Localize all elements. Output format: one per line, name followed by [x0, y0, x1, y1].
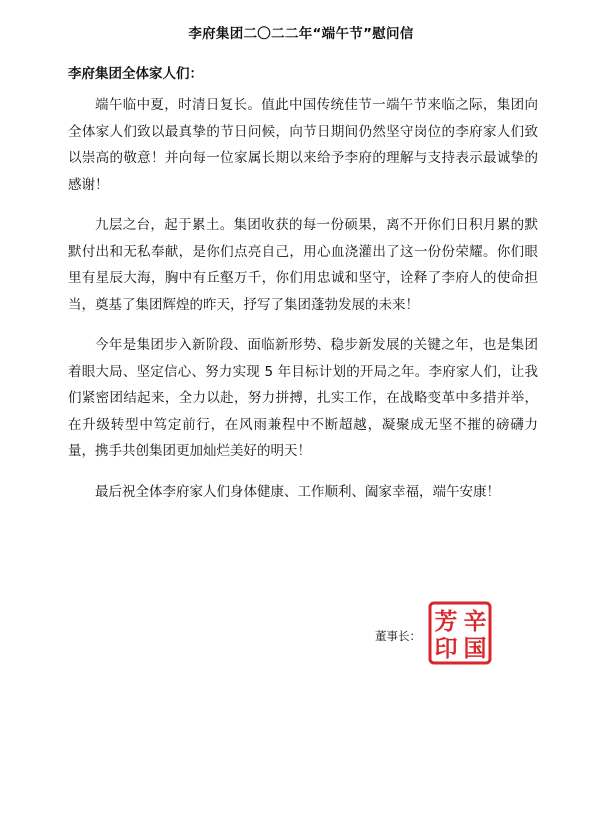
letter-paragraph: 九层之台，起于累土。集团收获的每一份硕果，离不开你们日积月累的默默付出和无私奉献，是你们点亮自己，用心血浇灌出了这一份份荣耀。你们眼里有星辰大海，胸中有丘壑万千，你们用忠诚和坚守，诠释了李府人的使命担当，奠基了集团辉煌的昨天，抒写了集团蓬勃发展的未来！	[68, 217, 538, 313]
letter-paragraph: 端午临中夏，时清日复长。值此中国传统佳节一端午节来临之际，集团向全体家人们致以最真挚的节日问候，向节日期间仍然坚守岗位的李府家人们致以崇高的敬意！并向每一位家属长期以来给予李府的理解与支持表示最诚挚的感谢！	[68, 97, 538, 193]
seal-char: 芳	[434, 609, 458, 635]
seal-char: 辛	[463, 609, 487, 635]
letter-paragraph: 最后祝全体李府家人们身体健康、工作顺利、阖家幸福，端午安康！	[95, 483, 500, 500]
letter-salutation: 李府集团全体家人们：	[68, 66, 203, 82]
chairman-signature-label: 董事长：	[375, 629, 421, 643]
letter-title: 李府集团二〇二二年“端午节”慰问信	[188, 26, 414, 42]
letter-paragraph: 今年是集团步入新阶段、面临新形势、稳步新发展的关键之年，也是集团着眼大局、坚定信心、努力实现 5 年目标计划的开局之年。李府家人们，让我们紧密团结起来，全力以赴，努力拼搏，扎实工作，在战略变革中多措并举，在升级转型中笃定前行，在风雨兼程中不断超越，凝聚成无坚不摧的磅礴力量，携手共创集团更加灿烂美好的明天！	[68, 337, 538, 459]
seal-graphic	[428, 601, 492, 665]
seal-char: 国	[463, 636, 487, 662]
chairman-seal-stamp	[428, 601, 492, 665]
seal-char: 印	[434, 636, 458, 662]
letter-body	[68, 92, 538, 519]
